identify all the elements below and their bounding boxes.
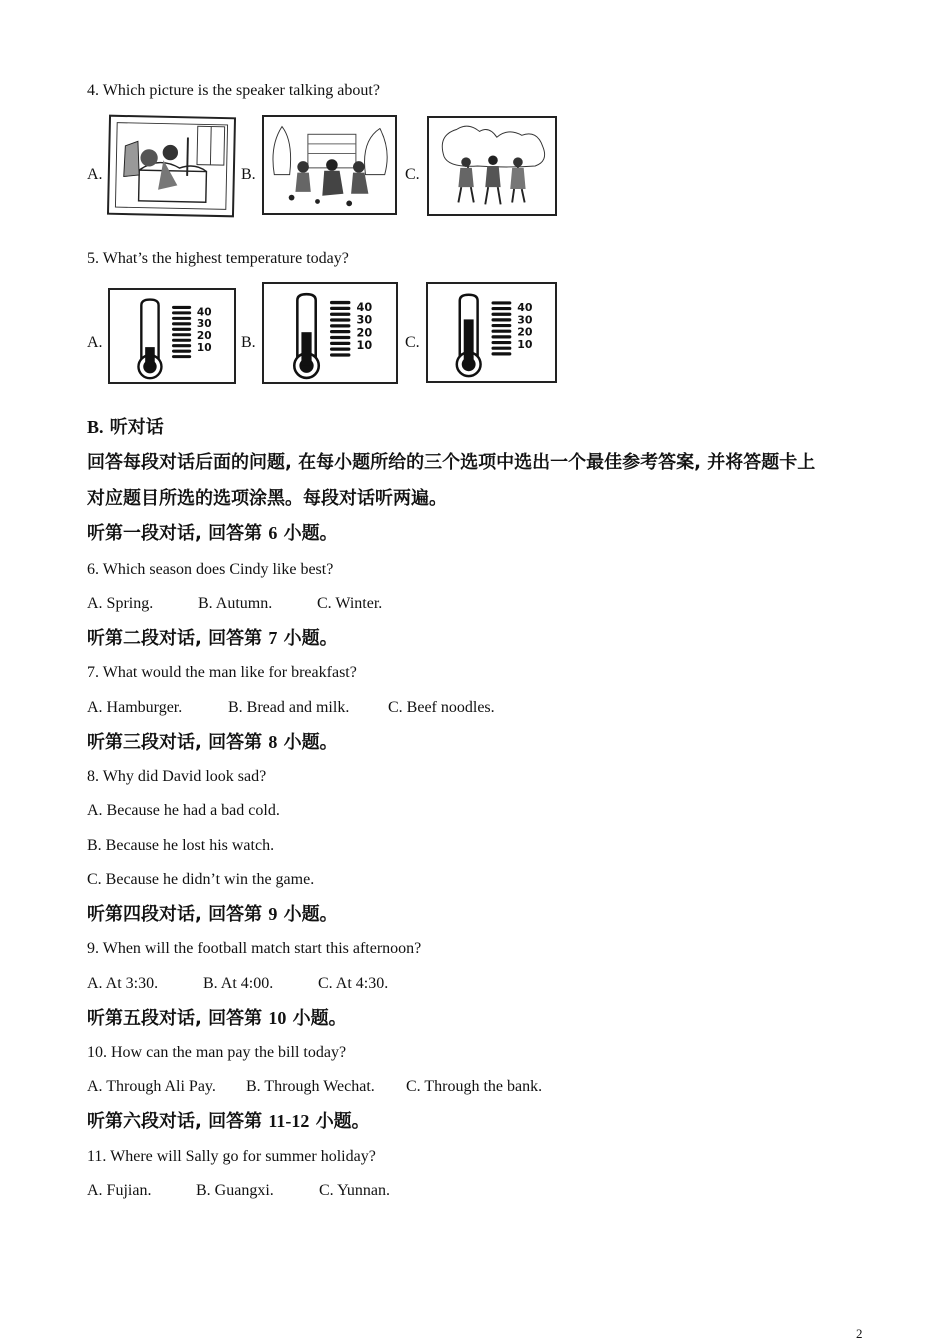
- q4-label-b: B.: [241, 166, 256, 183]
- thermometer-scale-label: 30: [517, 313, 533, 327]
- sick-in-bed-icon: [109, 117, 234, 216]
- thermometer-tick: [172, 355, 191, 358]
- q6-option-a: A. Spring.: [87, 595, 154, 612]
- thermometer-tick: [492, 352, 512, 355]
- q5-label-a: A.: [87, 334, 103, 351]
- dialogue-heading-number: 10: [268, 1008, 287, 1028]
- question-5: 5. What’s the highest temperature today?: [87, 250, 349, 267]
- q8-option-b: B. Because he lost his watch.: [87, 837, 275, 854]
- q11-option-c: C. Yunnan.: [319, 1182, 390, 1199]
- dialogue-heading-prefix: 听第五段对话, 回答第: [87, 1008, 263, 1029]
- thermometer-tick: [330, 318, 350, 321]
- section-b-instruction-2: 对应题目所选的选项涂黑。每段对话听两遍。: [87, 488, 447, 509]
- dialogue-2-heading: [87, 627, 338, 650]
- thermometer-tick: [330, 313, 350, 316]
- thermometer-tick: [492, 347, 512, 350]
- dialogue-5-heading: [87, 1007, 347, 1030]
- thermometer-tick: [172, 344, 191, 347]
- q10-option-b: B. Through Wechat.: [246, 1078, 375, 1095]
- question-4: 4. Which picture is the speaker talking about?: [87, 82, 380, 99]
- thermometer-tick: [172, 311, 191, 314]
- thermometer-scale-label: 10: [356, 338, 373, 352]
- q4-label-c: C.: [405, 166, 420, 183]
- thermometer-tick: [172, 339, 191, 342]
- q9-option-a: A. At 3:30.: [87, 975, 159, 992]
- thermometer-mercury: [464, 319, 474, 364]
- dialogue-1-heading: [87, 522, 338, 545]
- question-10: 10. How can the man pay the bill today?: [87, 1044, 347, 1061]
- dialogue-heading-suffix: 小题。: [283, 523, 338, 544]
- q11-option-a: A. Fujian.: [87, 1182, 152, 1199]
- thermometer-tick: [492, 313, 512, 316]
- q8-option-c: C. Because he didn’t win the game.: [87, 871, 315, 888]
- q5-thermometer-a: [108, 288, 236, 384]
- thermometer-tick: [172, 350, 191, 353]
- thermometer-icon: [264, 284, 396, 382]
- thermometer-mercury: [145, 347, 155, 367]
- thermometer-tick: [492, 324, 512, 327]
- thermometer-tick: [330, 353, 350, 356]
- thermometer-scale-label: 30: [196, 318, 212, 331]
- thermometer-tick: [330, 307, 350, 310]
- q7-option-b: B. Bread and milk.: [228, 699, 350, 716]
- dialogue-heading-number: 7: [268, 628, 278, 648]
- dialogue-4-heading: [87, 903, 338, 926]
- thermometer-scale-label: 40: [196, 306, 212, 319]
- thermometer-tick: [492, 307, 512, 310]
- section-b-instruction-1: 回答每段对话后面的问题, 在每小题所给的三个选项中选出一个最佳参考答案, 并将答题卡上: [87, 452, 816, 473]
- page-number: 2: [856, 1326, 863, 1341]
- people-planting-trees-icon: [429, 118, 555, 214]
- thermometer-tick: [330, 348, 350, 351]
- dialogue-3-heading: [87, 731, 338, 754]
- q10-option-c: C. Through the bank.: [406, 1078, 543, 1095]
- q7-option-c: C. Beef noodles.: [388, 699, 495, 716]
- q5-thermometer-c: [426, 282, 557, 383]
- thermometer-tick: [172, 328, 191, 331]
- thermometer-tick: [492, 335, 512, 338]
- dialogue-heading-prefix: 听第三段对话, 回答第: [87, 732, 263, 753]
- thermometer-scale-label: 30: [356, 313, 373, 327]
- q9-option-b: B. At 4:00.: [203, 975, 274, 992]
- dialogue-6-heading: [87, 1110, 370, 1133]
- thermometer-scale-label: 40: [517, 301, 533, 315]
- thermometer-icon: [110, 290, 234, 382]
- dialogue-heading-prefix: 听第四段对话, 回答第: [87, 904, 263, 925]
- dialogue-heading-suffix: 小题。: [292, 1008, 347, 1029]
- question-6: 6. Which season does Cindy like best?: [87, 561, 334, 578]
- question-8: 8. Why did David look sad?: [87, 768, 267, 785]
- q6-option-b: B. Autumn.: [198, 595, 273, 612]
- q4-picture-c: [427, 116, 557, 216]
- thermometer-tick: [492, 318, 512, 321]
- thermometer-tick: [172, 317, 191, 320]
- thermometer-mercury: [301, 332, 311, 365]
- thermometer-tick: [330, 342, 350, 345]
- dialogue-heading-number: 8: [268, 732, 278, 752]
- dialogue-heading-suffix: 小题。: [283, 904, 338, 925]
- q6-option-c: C. Winter.: [317, 595, 383, 612]
- q5-label-b: B.: [241, 334, 256, 351]
- q8-option-a: A. Because he had a bad cold.: [87, 802, 280, 819]
- thermometer-scale-label: 20: [196, 330, 212, 343]
- thermometer-tick: [330, 324, 350, 327]
- q5-thermometer-b: [262, 282, 398, 384]
- q4-picture-a: [107, 115, 236, 218]
- thermometer-tick: [330, 336, 350, 339]
- thermometer-scale-label: 40: [356, 300, 373, 314]
- thermometer-icon: [428, 284, 555, 381]
- q9-option-c: C. At 4:30.: [318, 975, 389, 992]
- dialogue-heading-prefix: 听第二段对话, 回答第: [87, 628, 263, 649]
- thermometer-scale-label: 20: [356, 326, 373, 340]
- thermometer-scale-label: 20: [517, 325, 533, 339]
- thermometer-tick: [172, 322, 191, 325]
- dialogue-heading-suffix: 小题。: [315, 1111, 370, 1132]
- question-11: 11. Where will Sally go for summer holiday?: [87, 1148, 376, 1165]
- q4-label-a: A.: [87, 166, 103, 183]
- thermometer-tick: [330, 301, 350, 304]
- thermometer-tick: [172, 306, 191, 309]
- section-b-title-text: 听对话: [109, 417, 164, 438]
- q10-option-a: A. Through Ali Pay.: [87, 1078, 216, 1095]
- dialogue-heading-suffix: 小题。: [283, 628, 338, 649]
- dialogue-heading-prefix: 听第六段对话, 回答第: [87, 1111, 263, 1132]
- thermometer-tick: [330, 330, 350, 333]
- dialogue-heading-number: 9: [268, 904, 278, 924]
- section-b-prefix: B.: [87, 417, 104, 437]
- q11-option-b: B. Guangxi.: [196, 1182, 274, 1199]
- thermometer-tick: [492, 301, 512, 304]
- question-7: 7. What would the man like for breakfast?: [87, 664, 357, 681]
- dialogue-heading-number: 11-12: [268, 1111, 310, 1131]
- question-9: 9. When will the football match start this afternoon?: [87, 940, 422, 957]
- thermometer-tick: [492, 341, 512, 344]
- q5-label-c: C.: [405, 334, 420, 351]
- dialogue-heading-number: 6: [268, 523, 278, 543]
- thermometer-tick: [492, 330, 512, 333]
- thermometer-scale-label: 10: [517, 337, 533, 351]
- section-b-title: [87, 416, 164, 439]
- children-picking-up-litter-icon: [264, 117, 395, 213]
- thermometer-tick: [172, 333, 191, 336]
- thermometer-scale-label: 10: [196, 341, 212, 354]
- dialogue-heading-suffix: 小题。: [283, 732, 338, 753]
- dialogue-heading-prefix: 听第一段对话, 回答第: [87, 523, 263, 544]
- q4-picture-b: [262, 115, 397, 215]
- q7-option-a: A. Hamburger.: [87, 699, 183, 716]
